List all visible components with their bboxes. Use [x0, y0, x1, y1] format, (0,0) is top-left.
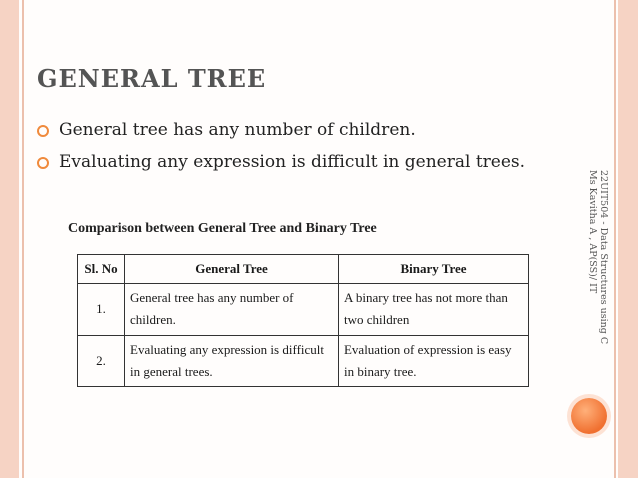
frame-line-right — [614, 0, 616, 478]
side-footer — [587, 170, 609, 350]
cell-general-tree: Evaluating any expression is difficult in general trees. — [125, 335, 339, 387]
header-general-tree: General Tree — [125, 255, 339, 284]
comparison-table — [77, 254, 529, 387]
cell-general-tree: General tree has any number of children. — [125, 284, 339, 336]
bullet-item — [37, 149, 552, 175]
side-author-text: Ms Kavitha A , AP(SS)/ IT — [587, 170, 598, 294]
table-header-row — [78, 255, 529, 284]
cell-binary-tree: A binary tree has not more than two children — [338, 284, 528, 336]
bullet-text: General tree has any number of children. — [59, 120, 416, 140]
header-binary-tree: Binary Tree — [338, 255, 528, 284]
table-row — [78, 284, 529, 336]
table-row — [78, 335, 529, 387]
cell-sl-no: 1. — [78, 284, 125, 336]
bullet-circle-icon — [37, 157, 49, 169]
side-course-text: 22UIT504 - Data Structures using C — [598, 170, 609, 345]
header-sl-no: Sl. No — [78, 255, 125, 284]
left-border — [0, 0, 19, 478]
decorative-circle-icon — [571, 398, 607, 434]
cell-sl-no: 2. — [78, 335, 125, 387]
frame-line-left — [22, 0, 24, 478]
right-border — [618, 0, 638, 478]
bullet-item — [37, 117, 552, 143]
bullet-text: Evaluating any expression is difficult in general trees. — [59, 152, 526, 172]
table-caption: Comparison between General Tree and Binary Tree — [68, 221, 377, 236]
cell-binary-tree: Evaluation of expression is easy in binary tree. — [338, 335, 528, 387]
bullet-circle-icon — [37, 125, 49, 137]
slide-title: GENERAL TREE — [37, 64, 267, 93]
bullet-list — [37, 117, 552, 181]
